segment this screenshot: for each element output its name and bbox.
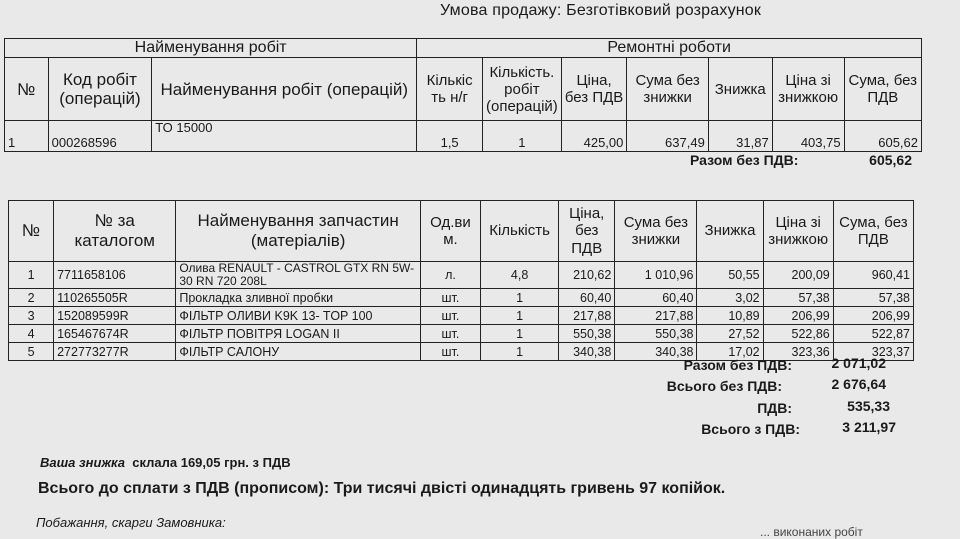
col-number: № — [9, 201, 54, 262]
cell: 50,55 — [697, 262, 763, 289]
cut-off-text: ... виконаних робіт — [760, 525, 863, 539]
cell: 960,41 — [833, 262, 913, 289]
table-row — [5, 121, 922, 152]
cell: ТО 15000 — [152, 121, 417, 152]
cell: 3,02 — [697, 289, 763, 307]
table-row — [9, 307, 914, 325]
cell: 152089599R — [54, 307, 176, 325]
cell: 1 — [481, 289, 559, 307]
col-number: № — [5, 58, 49, 121]
col-part-name: Найменування запчастин (матеріалів) — [176, 201, 421, 262]
col-discounted-price: Ціна зі знижкою — [763, 201, 833, 262]
works-total-value: 605,62 — [869, 152, 912, 168]
cell: л. — [420, 262, 480, 289]
parts-total-label: Разом без ПДВ: — [683, 357, 792, 373]
cell: 4,8 — [481, 262, 559, 289]
col-sum-no-discount: Сума без знижки — [627, 58, 708, 121]
cell: 1 — [9, 262, 54, 289]
cell: 2 — [9, 289, 54, 307]
cell: 17,02 — [697, 343, 763, 361]
cell: шт. — [420, 289, 480, 307]
cell: 10,89 — [697, 307, 763, 325]
parts-total-value: 2 071,02 — [831, 355, 886, 371]
cell: 1 010,96 — [615, 262, 697, 289]
all-no-vat-value: 2 676,64 — [831, 376, 886, 392]
col-discounted-price: Ціна зі знижкою — [772, 58, 844, 121]
works-group-header: Найменування робіт — [5, 39, 417, 58]
all-with-vat-label: Всього з ПДВ: — [701, 421, 800, 437]
cell: 27,52 — [697, 325, 763, 343]
parts-table — [8, 200, 914, 361]
cell: 1,5 — [417, 121, 483, 152]
table-row — [9, 262, 914, 289]
cell: 550,38 — [615, 325, 697, 343]
table-row — [9, 325, 914, 343]
cell: 210,62 — [559, 262, 615, 289]
works-total-label: Разом без ПДВ: — [690, 152, 799, 168]
cell: 323,36 — [763, 343, 833, 361]
col-discount: Знижка — [708, 58, 772, 121]
discount-note-text: склала 169,05 грн. з ПДВ — [132, 455, 291, 470]
cell: Прокладка зливної пробки — [176, 289, 421, 307]
cell: шт. — [420, 325, 480, 343]
cell: 110265505R — [54, 289, 176, 307]
cell: 60,40 — [615, 289, 697, 307]
vat-label: ПДВ: — [757, 400, 792, 416]
col-work-code: Код робіт (операцій) — [48, 58, 152, 121]
cell: 3 — [9, 307, 54, 325]
amount-in-words: Всього до сплати з ПДВ (прописом): Три тисячі двісті одинадцять гривень 97 копійок. — [38, 480, 726, 497]
cell: шт. — [420, 307, 480, 325]
cell: 522,87 — [833, 325, 913, 343]
col-work-name: Найменування робіт (операцій) — [152, 58, 417, 121]
col-discount: Знижка — [697, 201, 763, 262]
cell: 000268596 — [48, 121, 152, 152]
col-sum-no-vat: Сума, без ПДВ — [844, 58, 921, 121]
col-catalog-number: № за каталогом — [54, 201, 176, 262]
cell: 206,99 — [763, 307, 833, 325]
cell: 272773277R — [54, 343, 176, 361]
cell: 1 — [483, 121, 562, 152]
cell: 522,86 — [763, 325, 833, 343]
all-with-vat-value: 3 211,97 — [842, 419, 896, 435]
cell: 217,88 — [559, 307, 615, 325]
col-work-qty: Кількість. робіт (операцій) — [483, 58, 562, 121]
cell: 1 — [481, 307, 559, 325]
cell: 206,99 — [833, 307, 913, 325]
col-price: Ціна, без ПДВ — [561, 58, 627, 121]
col-sum-no-discount: Сума без знижки — [615, 201, 697, 262]
cell: шт. — [420, 343, 480, 361]
customer-wishes-label: Побажання, скарги Замовника: — [36, 515, 226, 530]
cell: ФІЛЬТР ПОВІТРЯ LOGAN II — [176, 325, 421, 343]
cell: 425,00 — [561, 121, 627, 152]
col-qty: Кількість — [481, 201, 559, 262]
cell: 1 — [481, 343, 559, 361]
cell: Олива RENAULT - CASTROL GTX RN 5W-30 RN 720 208L — [176, 262, 421, 289]
cell: 1 — [5, 121, 49, 152]
cell: 217,88 — [615, 307, 697, 325]
col-price: Ціна, без ПДВ — [559, 201, 615, 262]
table-row — [9, 289, 914, 307]
cell: 57,38 — [833, 289, 913, 307]
discount-note — [40, 455, 291, 470]
cell: 200,09 — [763, 262, 833, 289]
cell: 550,38 — [559, 325, 615, 343]
col-norm-hours: Кількіс ть н/г — [417, 58, 483, 121]
works-header-row — [5, 58, 922, 121]
cell: 57,38 — [763, 289, 833, 307]
cell: 1 — [481, 325, 559, 343]
cell: 60,40 — [559, 289, 615, 307]
works-total — [690, 152, 912, 168]
vat-value: 535,33 — [847, 398, 890, 414]
sale-condition: Умова продажу: Безготівковий розрахунок — [440, 2, 762, 19]
all-no-vat-label: Всього без ПДВ: — [666, 378, 782, 394]
cell: 165467674R — [54, 325, 176, 343]
cell: 5 — [9, 343, 54, 361]
cell: 7711658106 — [54, 262, 176, 289]
col-unit: Од.ви м. — [420, 201, 480, 262]
cell: 605,62 — [844, 121, 921, 152]
cell: ФІЛЬТР ОЛИВИ K9K 13- TOP 100 — [176, 307, 421, 325]
cell: 4 — [9, 325, 54, 343]
cell: 340,38 — [559, 343, 615, 361]
cell: 403,75 — [772, 121, 844, 152]
cell: 340,38 — [615, 343, 697, 361]
parts-header-row — [9, 201, 914, 262]
repair-group-header: Ремонтні роботи — [417, 39, 922, 58]
col-sum-no-vat: Сума, без ПДВ — [833, 201, 913, 262]
cell: 323,37 — [833, 343, 913, 361]
discount-note-lead: Ваша знижка — [40, 455, 125, 470]
cell: ФІЛЬТР САЛОНУ — [176, 343, 421, 361]
cell: 637,49 — [627, 121, 708, 152]
works-table — [4, 38, 922, 152]
cell: 31,87 — [708, 121, 772, 152]
